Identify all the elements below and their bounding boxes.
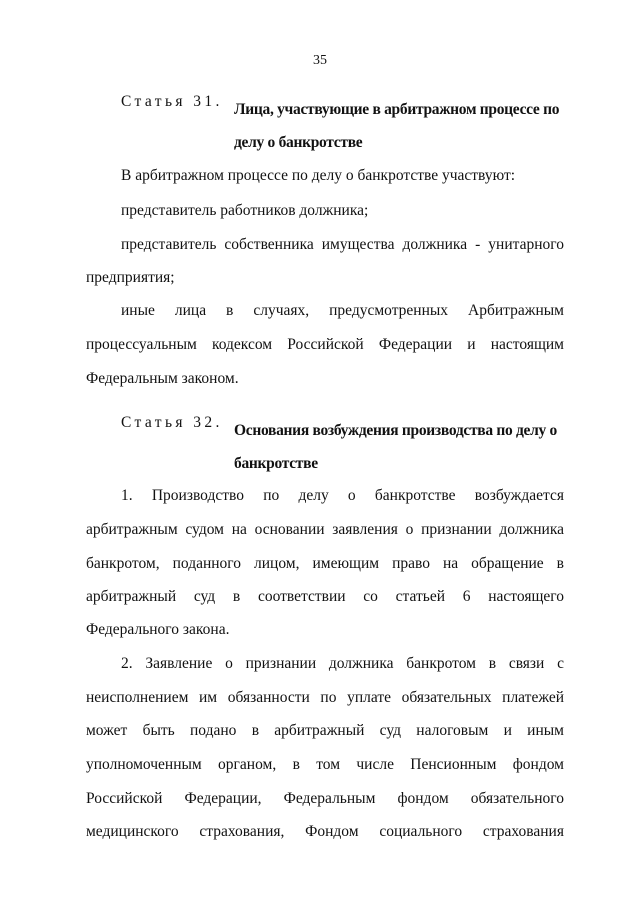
paragraph-line: банкротом, поданного лицом, имеющим право на обращение в: [86, 555, 564, 572]
paragraph-line: представитель работников должника;: [121, 202, 369, 219]
paragraph-line: предприятия;: [86, 269, 175, 286]
article-31-title: Лица, участвующие в арбитражном процессе по делу о банкротстве: [234, 101, 560, 151]
paragraph-line: уполномоченным органом, в том числе Пенсионным фондом: [86, 756, 564, 773]
paragraph-line: 1. Производство по делу о банкротстве возбуждается: [121, 487, 564, 504]
article-32-label: Статья 32.: [121, 414, 223, 431]
paragraph-line: медицинского страхования, Фондом социального страхования: [86, 823, 564, 840]
paragraph-line: представитель собственника имущества должника - унитарного: [121, 236, 564, 253]
paragraph-line: может быть подано в арбитражный суд налоговым и иным: [86, 722, 564, 739]
paragraph-line: 2. Заявление о признании должника банкротом в связи с: [121, 655, 564, 672]
paragraph-line: Федеральным законом.: [86, 370, 239, 387]
paragraph-line: Российской Федерации, Федеральным фондом обязательного: [86, 790, 564, 807]
paragraph-line: процессуальным кодексом Российской Федерации и настоящим: [86, 336, 564, 353]
article-32-title: Основания возбуждения производства по делу о банкротстве: [234, 422, 558, 472]
paragraph-line: неисполнением им обязанности по уплате обязательных платежей: [86, 689, 564, 706]
paragraph-line: арбитражным судом на основании заявления о признании должника: [86, 521, 564, 538]
paragraph-line: арбитражный суд в соответствии со статьей 6 настоящего: [86, 588, 564, 605]
paragraph-line: иные лица в случаях, предусмотренных Арбитражным: [121, 302, 564, 319]
paragraph-line: Федерального закона.: [86, 621, 230, 638]
page-number: 35: [313, 53, 327, 68]
article-31-label: Статья 31.: [121, 93, 223, 110]
paragraph-line: В арбитражном процессе по делу о банкротстве участвуют:: [121, 167, 516, 184]
